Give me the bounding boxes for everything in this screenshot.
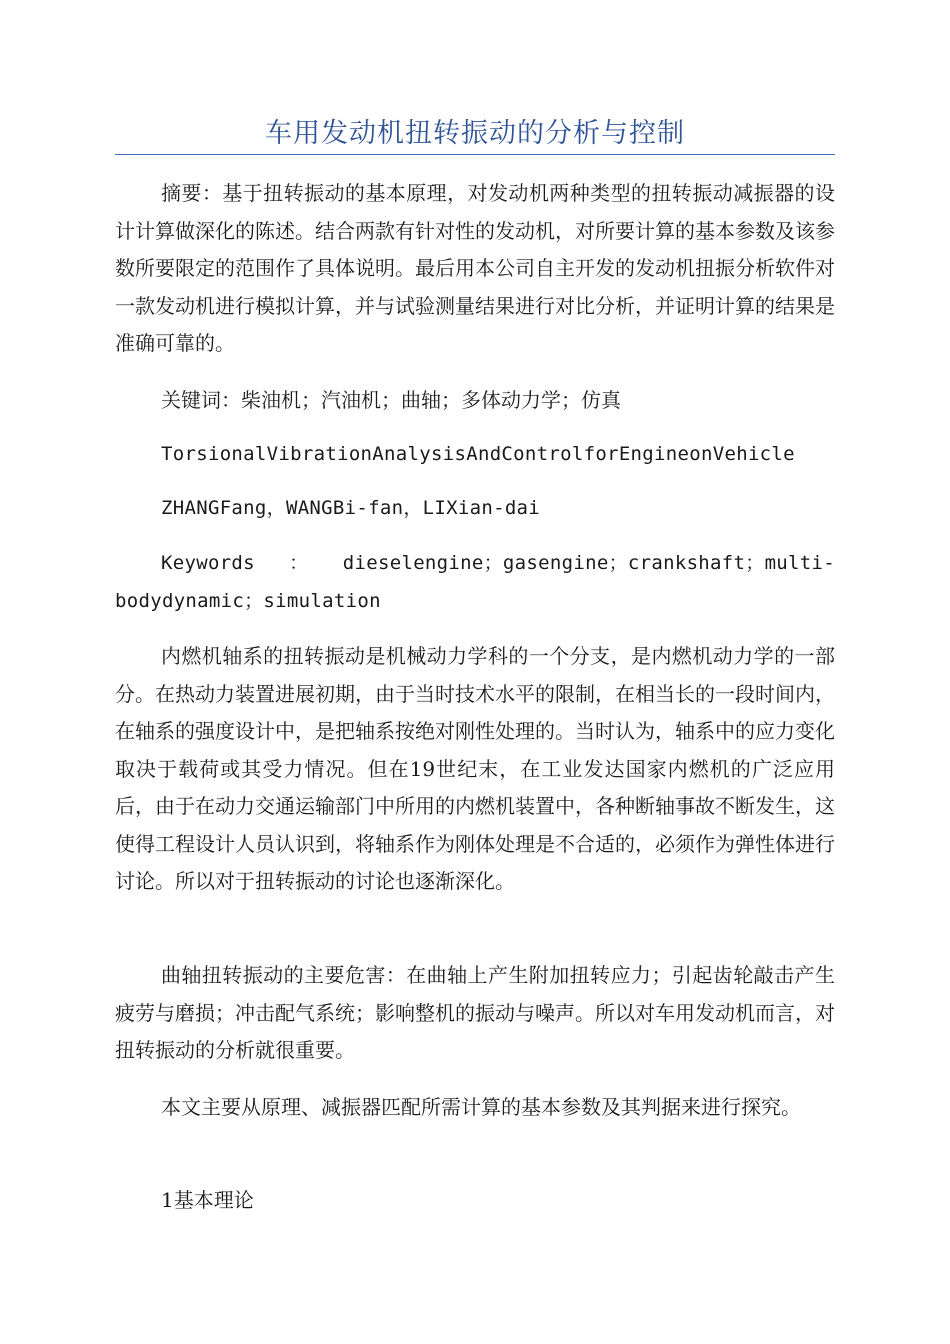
- abstract-paragraph: 摘要：基于扭转振动的基本原理，对发动机两种类型的扭转振动减振器的设计计算做深化的陈述。结合两款有针对性的发动机，对所要计算的基本参数及该参数所要限定的范围作了具体说明。最后用本公司自主开发的发动机扭振分析软件对一款发动机进行模拟计算，并与试验测量结果进行对比分析，并证明计算的结果是准确可靠的。: [115, 181, 835, 355]
- title-underline: [115, 154, 835, 155]
- body-paragraph-1: 内燃机轴系的扭转振动是机械动力学科的一个分支，是内燃机动力学的一部分。在热动力装置进展初期，由于当时技术水平的限制，在相当长的一段时间内，在轴系的强度设计中，是把轴系按绝对刚性处理的。当时认为，轴系中的应力变化取决于载荷或其受力情况。但在19世纪末，在工业发达国家内燃机的广泛应用后，由于在动力交通运输部门中所用的内燃机装置中，各种断轴事故不断发生，这使得工程设计人员认识到，将轴系作为刚体处理是不合适的，必须作为弹性体进行讨论。所以对于扭转振动的讨论也逐渐深化。: [115, 644, 835, 893]
- document-title: 车用发动机扭转振动的分析与控制: [265, 118, 685, 149]
- keywords-cn: 关键词：柴油机；汽油机；曲轴；多体动力学；仿真: [161, 388, 621, 412]
- english-authors: ZHANGFang，WANGBi-fan，LIXian-dai: [161, 497, 541, 519]
- body-paragraph-3: 本文主要从原理、减振器匹配所需计算的基本参数及其判据来进行探究。: [161, 1095, 801, 1119]
- english-keywords: Keywords：dieselengine；gasengine；crankshaft；multi-bodydynamic；simulation: [115, 552, 835, 612]
- english-title: TorsionalVibrationAnalysisAndControlforEngineonVehicle: [161, 443, 795, 465]
- section-heading-1: 1基本理论: [161, 1188, 254, 1212]
- body-paragraph-2: 曲轴扭转振动的主要危害：在曲轴上产生附加扭转应力；引起齿轮敲击产生疲劳与磨损；冲击配气系统；影响整机的振动与噪声。所以对车用发动机而言，对扭转振动的分析就很重要。: [115, 963, 835, 1062]
